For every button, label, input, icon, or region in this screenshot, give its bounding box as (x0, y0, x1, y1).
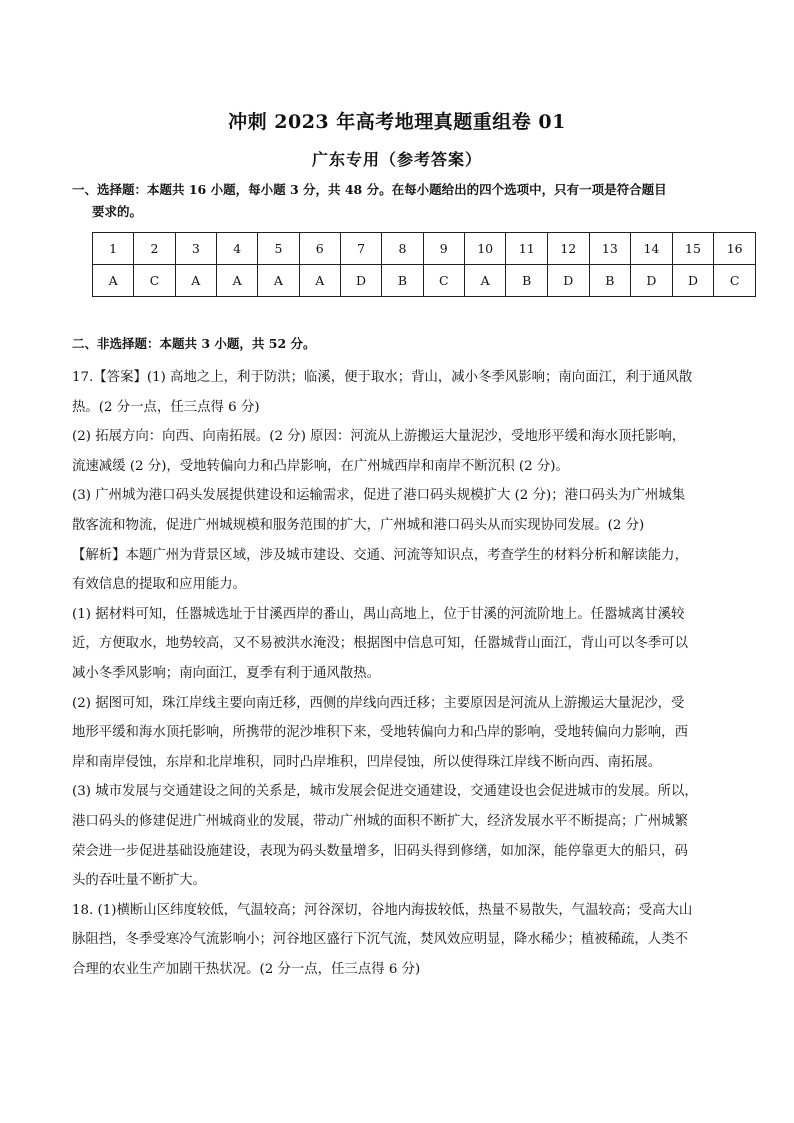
question-number: 6 (299, 233, 340, 265)
answer-cell: D (340, 265, 381, 297)
question-number: 8 (382, 233, 423, 265)
text-line: (2) 据图可知，珠江岸线主要向南迁移，西侧的岸线向西迁移；主要原因是河流从上游搬运大量泥沙，受 (72, 695, 685, 711)
question-number: 9 (423, 233, 464, 265)
answer-cell: B (589, 265, 631, 297)
text-line: 合理的农业生产加剧干热状况。(2 分一点，任三点得 6 分) (72, 961, 421, 977)
answer-cell: B (382, 265, 423, 297)
text-line: 脉阻挡，冬季受寒冷气流影响小；河谷地区盛行下沉气流，焚风效应明显，降水稀少；植被稀疏，人类不 (72, 932, 688, 948)
answer-cell: A (258, 265, 299, 297)
answer-body (72, 363, 732, 984)
page-subtitle: 广东专用（参考答案） (311, 150, 482, 169)
answer-table-answer-row (93, 265, 756, 297)
question-number: 13 (589, 233, 631, 265)
question-number: 15 (672, 233, 714, 265)
question-number: 5 (258, 233, 299, 265)
question-number: 2 (134, 233, 175, 265)
answer-cell: A (93, 265, 134, 297)
answer-cell: A (464, 265, 506, 297)
question-number: 16 (714, 233, 756, 265)
answer-cell: A (299, 265, 340, 297)
text-line: 荣会进一步促进基础设施建设，表现为码头数量增多，旧码头得到修缮，如加深，能停靠更大的船只，码 (72, 843, 688, 859)
answer-table (92, 232, 756, 297)
text-line: 热。(2 分一点，任三点得 6 分) (72, 399, 260, 415)
text-line: 近，方便取水，地势较高，又不易被洪水淹没；根据图中信息可知，任嚣城背山面江，背山可以冬季可以 (72, 636, 688, 652)
answer-cell: A (216, 265, 257, 297)
question-number: 14 (631, 233, 673, 265)
answer-cell: A (175, 265, 216, 297)
text-line: 地形平缓和海水顶托影响，所携带的泥沙堆积下来，受地转偏向力和凸岸的影响，受地转偏向力影响，西 (72, 725, 688, 741)
text-line: 散客流和物流，促进广州城规模和服务范围的扩大，广州城和港口码头从而实现协同发展。(2 分) (72, 517, 645, 533)
answer-cell: C (714, 265, 756, 297)
text-line: (2) 拓展方向：向西、向南拓展。(2 分) 原因：河流从上游搬运大量泥沙，受地形平缓和海水顶托影响， (72, 429, 686, 445)
question-number: 12 (548, 233, 590, 265)
section-one-instructions (72, 179, 732, 223)
text-line: 岸和南岸侵蚀，东岸和北岸堆积，同时凸岸堆积，凹岸侵蚀，所以使得珠江岸线不断向西、南拓展。 (72, 754, 662, 770)
answer-cell: D (631, 265, 673, 297)
text-line: (3) 城市发展与交通建设之间的关系是，城市发展会促进交通建设，交通建设也会促进城市的发展。所以， (72, 784, 698, 800)
text-line: 17.【答案】(1) 高地之上，利于防洪；临溪，便于取水；背山，减小冬季风影响；南向面江，利于通风散 (72, 370, 693, 385)
question-number: 1 (93, 233, 134, 265)
section-two-heading: 二、非选择题：本题共 3 小题，共 52 分。 (72, 336, 316, 351)
answer-cell: D (672, 265, 714, 297)
text-line: 流速减缓 (2 分)，受地转偏向力和凸岸影响，在广州城西岸和南岸不断沉积 (2 分)。 (72, 458, 569, 474)
text-line: 18. (1)横断山区纬度较低，气温较高；河谷深切，谷地内海拔较低，热量不易散失，气温较高；受高大山 (72, 902, 693, 918)
text-line: 港口码头的修建促进广州城商业的发展，带动广州城的面积不断扩大，经济发展水平不断提高；广州城繁 (72, 813, 688, 829)
text-line: (1) 据材料可知，任嚣城选址于甘溪西岸的番山，禺山高地上，位于甘溪的河流阶地上。任嚣城离甘溪较 (72, 606, 685, 622)
answer-cell: C (423, 265, 464, 297)
question-number: 7 (340, 233, 381, 265)
question-number: 3 (175, 233, 216, 265)
answer-cell: B (506, 265, 548, 297)
text-line: 减小冬季风影响；南向面江，夏季有利于通风散热。 (72, 665, 380, 681)
text-line: 【解析】本题广州为背景区域，涉及城市建设、交通、河流等知识点，考查学生的材料分析和解读能力， (72, 547, 688, 563)
section-one-line-1: 一、选择题：本题共 16 小题，每小题 3 分，共 48 分。在每小题给出的四个选项中，只有一项是符合题目 (72, 182, 667, 197)
text-line: (3) 广州城为港口码头发展提供建设和运输需求，促进了港口码头规模扩大 (2 分)；港口码头为广州城集 (72, 488, 686, 504)
question-number: 4 (216, 233, 257, 265)
page-title: 冲刺 2023 年高考地理真题重组卷 01 (228, 111, 566, 133)
answer-cell: D (548, 265, 590, 297)
section-one-line-2: 要求的。 (92, 204, 143, 219)
answer-cell: C (134, 265, 175, 297)
question-number: 11 (506, 233, 548, 265)
text-line: 有效信息的提取和应用能力。 (72, 577, 247, 593)
text-line: 头的吞吐量不断扩大。 (72, 873, 206, 889)
answer-table-number-row (93, 233, 756, 265)
question-number: 10 (464, 233, 506, 265)
